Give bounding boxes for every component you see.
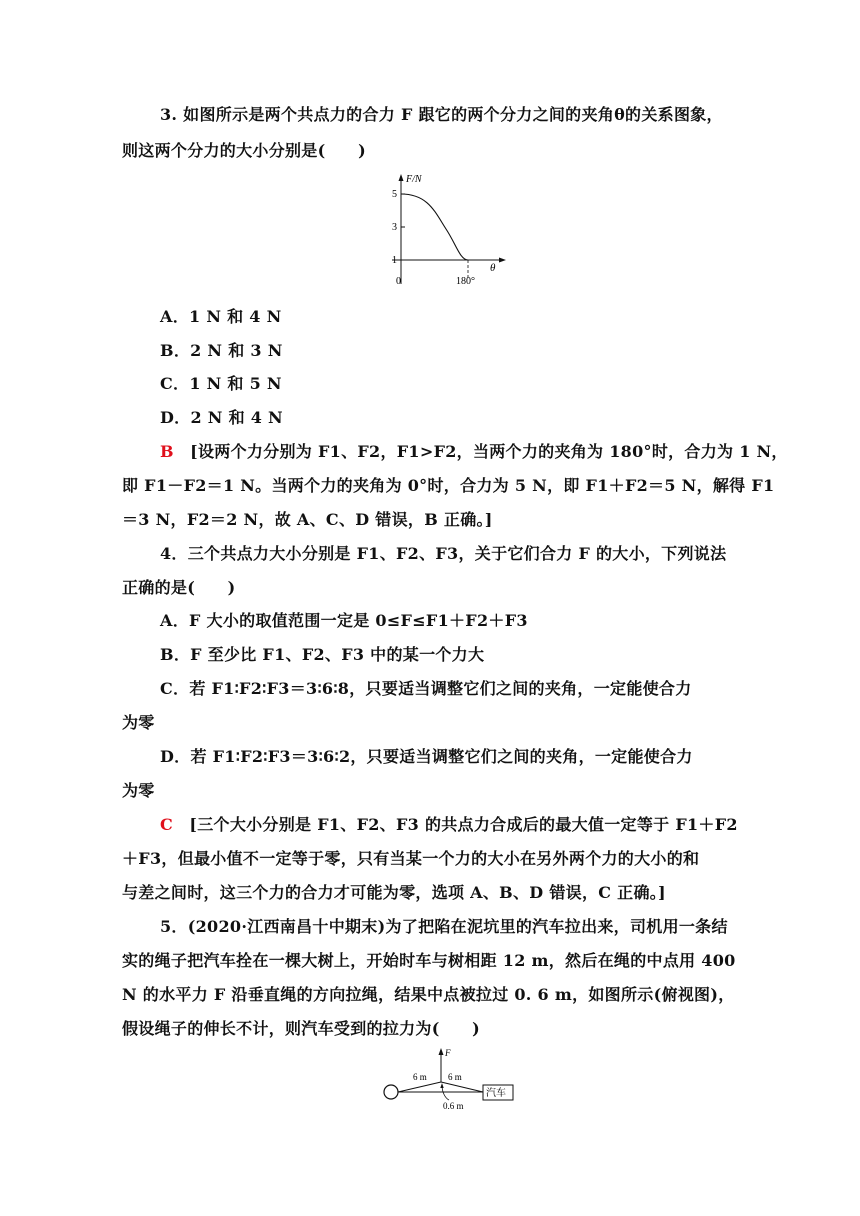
q3-explanation-line-2: 即 F1－F2＝1 N。当两个力的夹角为 0°时，合力为 5 N，即 F1＋F2＝5 N，解得 F1 (122, 476, 775, 495)
tree-icon (384, 1085, 398, 1099)
q3-line-1: 3. 如图所示是两个共点力的合力 F 跟它的两个分力之间的夹角θ的关系图象， (160, 105, 723, 124)
q5-force-label: F (445, 1048, 451, 1058)
q5-line-2: 实的绳子把汽车拴在一棵大树上，开始时车与树相距 12 m，然后在绳的中点用 400 (122, 951, 736, 970)
q4-option-c-line-1: C．若 F1∶F2∶F3＝3∶6∶8，只要适当调整它们之间的夹角，一定能使合力 (160, 679, 692, 698)
q4-line-1: 4．三个共点力大小分别是 F1、F2、F3，关于它们合力 F 的大小，下列说法 (160, 544, 727, 563)
q4-line-2: 正确的是( ) (122, 578, 236, 597)
q5-left-length: 6 m (413, 1072, 427, 1082)
q3-option-b: B．2 N 和 3 N (160, 341, 283, 360)
q3-graph-ylabel: F/N (406, 174, 422, 185)
q5-figure (375, 1046, 525, 1112)
q4-explanation-line-2: ＋F3，但最小值不一定等于零，只有当某一个力的大小在另外两个力的大小的和 (122, 849, 700, 868)
q4-option-b: B．F 至少比 F1、F2、F3 中的某一个力大 (160, 645, 485, 664)
q4-explanation-line-3: 与差之间时，这三个力的合力才可能为零，选项 A、B、D 错误，C 正确。] (122, 883, 666, 902)
q5-line-1: 5．(2020·江西南昌十中期末)为了把陷在泥坑里的汽车拉出来，司机用一条结 (160, 917, 728, 936)
q5-car-label: 汽车 (486, 1088, 506, 1099)
q3-answer: B (160, 442, 174, 461)
q3-line-2: 则这两个分力的大小分别是( ) (122, 141, 366, 160)
q3-graph-xlabel: θ (490, 262, 496, 274)
q4-option-d-line-1: D．若 F1∶F2∶F3＝3∶6∶2，只要适当调整它们之间的夹角，一定能使合力 (160, 747, 693, 766)
q4-option-a: A．F 大小的取值范围一定是 0≤F≤F1＋F2＋F3 (160, 611, 528, 630)
q4-option-c-line-2: 为零 (122, 713, 155, 732)
q3-graph-ytick-1: 1 (392, 255, 397, 266)
q3-option-a: A．1 N 和 4 N (160, 307, 282, 326)
q3-graph-ytick-5: 5 (392, 189, 397, 200)
q5-line-4: 假设绳子的伸长不计，则汽车受到的拉力为( ) (122, 1019, 481, 1038)
q3-graph (380, 172, 510, 292)
q3-option-c: C．1 N 和 5 N (160, 374, 282, 393)
q3-explanation-line-1: B [设两个力分别为 F1、F2，F1>F2，当两个力的夹角为 180°时，合力为 1 N， (160, 442, 788, 461)
q4-explanation-line-1: C [三个大小分别是 F1、F2、F3 的共点力合成后的最大值一定等于 F1＋F2 (160, 815, 738, 834)
q5-line-3: N 的水平力 F 沿垂直绳的方向拉绳，结果中点被拉过 0. 6 m，如图所示(俯视图)， (122, 985, 735, 1004)
q5-offset-label: 0.6 m (443, 1101, 464, 1111)
q3-graph-ytick-3: 3 (392, 222, 397, 233)
q3-graph-xtick: 180° (456, 276, 475, 287)
q4-answer: C (160, 815, 174, 834)
q4-option-d-line-2: 为零 (122, 781, 155, 800)
q3-graph-origin: 0 (396, 276, 401, 287)
q5-right-length: 6 m (448, 1072, 462, 1082)
q3-explanation-line-3: ＝3 N，F2＝2 N，故 A、C、D 错误，B 正确。] (122, 510, 493, 529)
q3-option-d: D．2 N 和 4 N (160, 408, 283, 427)
